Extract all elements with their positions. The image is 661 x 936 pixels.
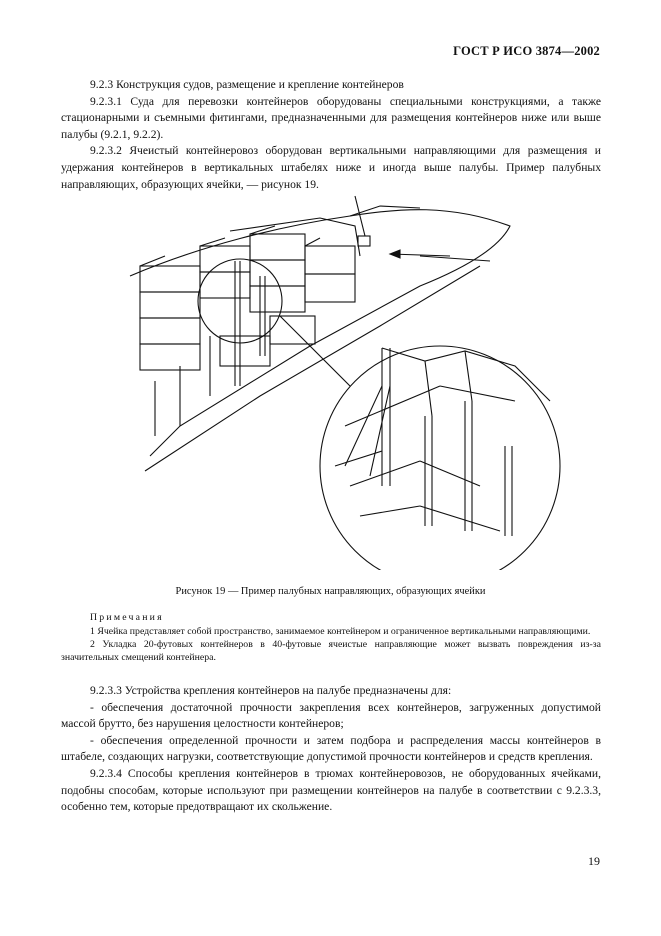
paragraph-9-2-3-4: 9.2.3.4 Способы крепления контейнеров в трюмах контейнеровозов, не оборудованных ячейками, подобны способам, которые используют при размещении контейнеров на палубе в соответствии с 9.2.3.3, особенно тем, которые предотвращают их скольжение. — [61, 766, 601, 814]
rest-section — [61, 683, 601, 816]
container-stacks — [140, 226, 355, 370]
ship-illustration — [120, 186, 600, 570]
section-heading-9-2-3: 9.2.3 Конструкция судов, размещение и крепление контейнеров — [90, 78, 404, 91]
paragraph-9-2-3-3: 9.2.3.3 Устройства крепления контейнеров на палубе предназначены для: — [90, 684, 452, 697]
note-1: 1 Ячейка представляет собой пространство, занимаемое контейнером и ограниченное вертикальными направляющими. — [90, 626, 591, 637]
intro-section — [61, 77, 601, 193]
notes-section — [61, 611, 601, 664]
deck-house — [358, 236, 370, 246]
page-number: 19 — [588, 854, 600, 868]
hull-lower-line — [145, 266, 480, 471]
mast — [355, 196, 365, 236]
document-id-header: ГОСТ Р ИСО 3874—2002 — [453, 44, 600, 58]
enlarged-cell-guides — [335, 348, 550, 536]
list-item-2: - обеспечения определенной прочности и затем подбора и распределения массы контейнеров в штабеле, создающих нагрузки, соответствующие допустимой прочности контейнеров и средств крепления. — [61, 733, 601, 764]
hull-outline — [130, 210, 510, 456]
arrow-head — [390, 250, 400, 258]
figure-caption: Рисунок 19 — Пример палубных направляющих, образующих ячейки — [175, 586, 486, 597]
paragraph-9-2-3-2: 9.2.3.2 Ячеистый контейнеровоз оборудован вертикальными направляющими для размещения и удержания контейнеров в вертикальных штабелях ниже и иногда выше палубы. Пример палубных направляющих, образующих ячейки, — рисунок 19. — [61, 144, 601, 191]
cell-guides-deck — [155, 261, 265, 436]
paragraph-9-2-3-1: 9.2.3.1 Суда для перевозки контейнеров оборудованы специальными конструкциями, а также стационарными и съемными фитингами, предназначенными для размещения контейнеров ниже или выше палубы (9.2.1, 9.2.2). — [61, 94, 601, 141]
note-2: 2 Укладка 20-футовых контейнеров в 40-футовые ячеистые направляющие может вызвать повреждения из-за значительных смещений контейнера. — [61, 639, 601, 663]
notes-title: Примечания — [90, 612, 164, 623]
detail-circle-large — [320, 346, 560, 570]
figure-19-ship-cell-guides — [120, 186, 600, 570]
list-item-1: - обеспечения достаточной прочности закрепления всех контейнеров, загруженных допустимой массой брутто, без нарушения целостности контейнеров; — [61, 700, 601, 731]
